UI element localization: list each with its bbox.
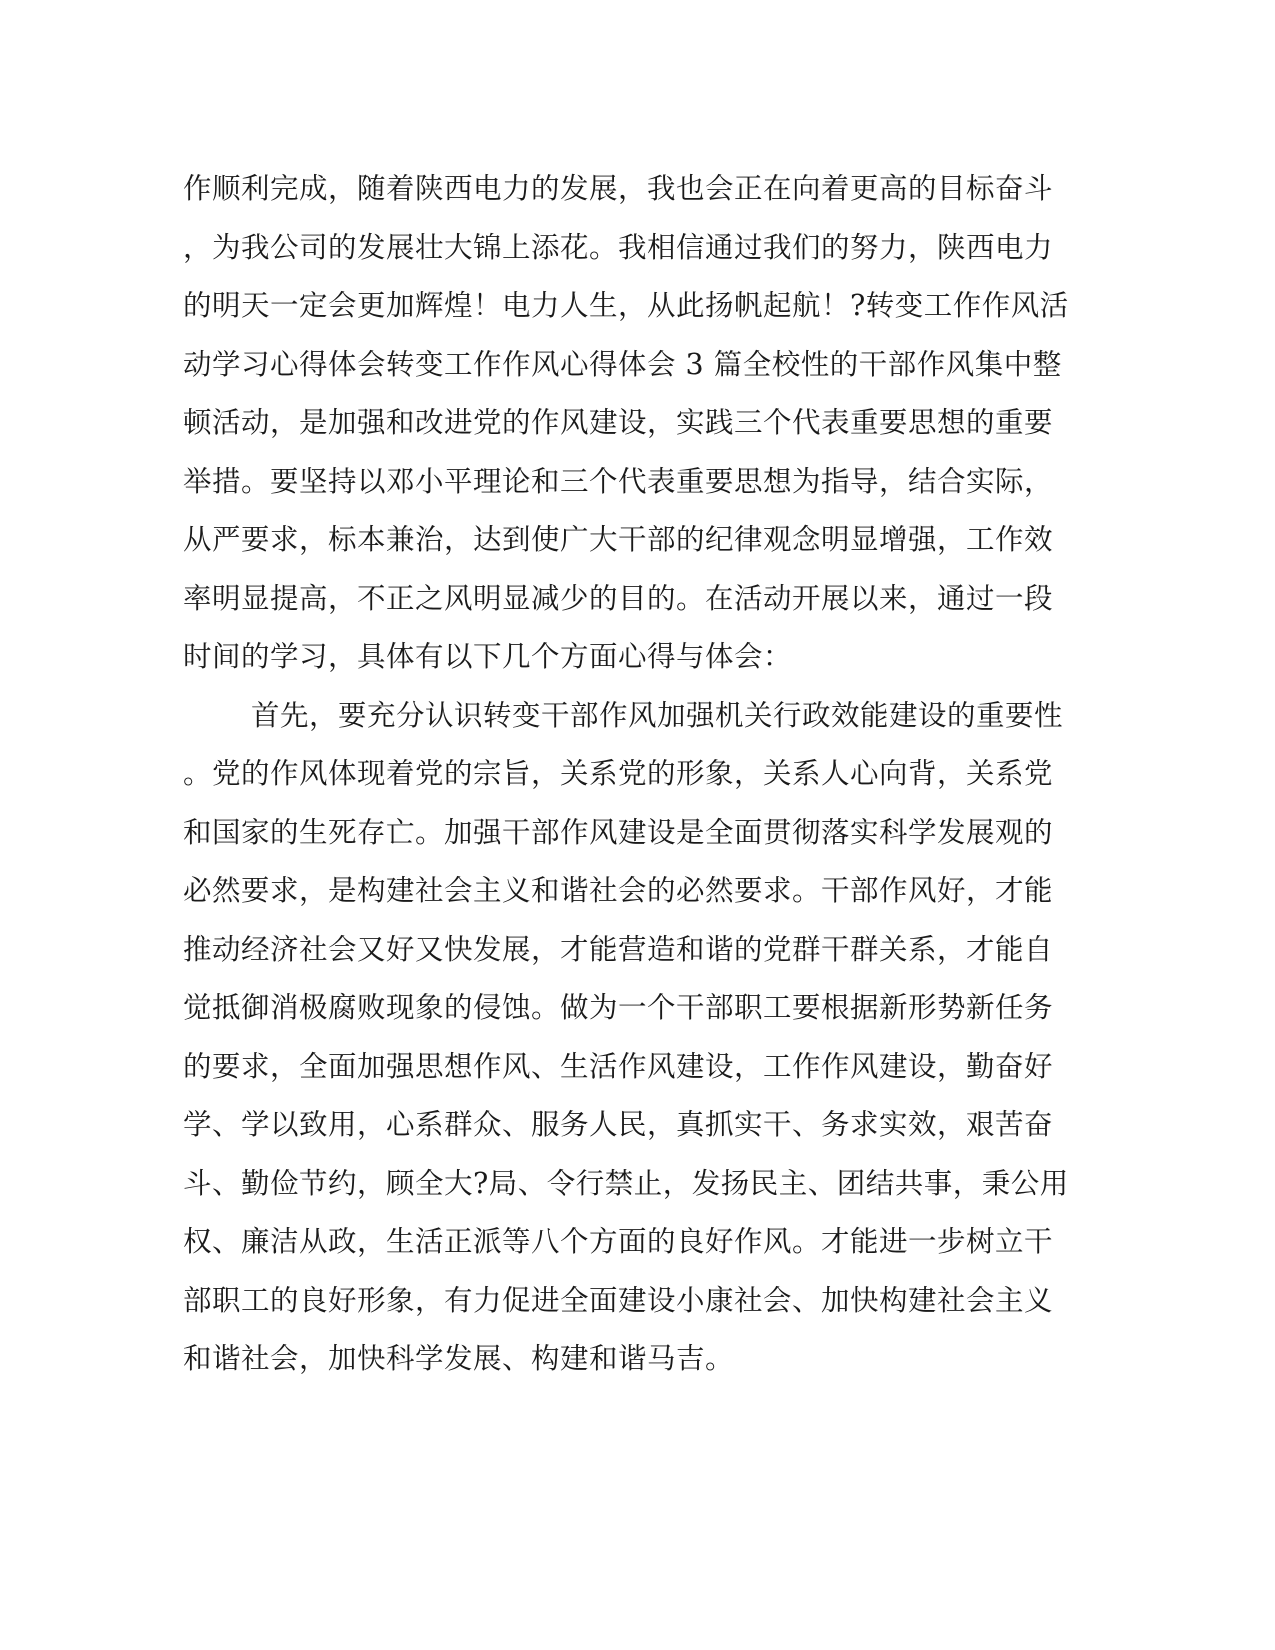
text-line: 权、廉洁从政，生活正派等八个方面的良好作风。才能进一步树立干 [183, 1225, 1054, 1258]
text-line: 推动经济社会又好又快发展，才能营造和谐的党群干群关系，才能自 [183, 932, 1054, 966]
text-line: 觉抵御消极腐败现象的侵蚀。做为一个干部职工要根据新形势新任务 [183, 991, 1054, 1024]
text-line: 必然要求，是构建社会主义和谐社会的必然要求。干部作风好，才能 [183, 874, 1054, 907]
text-line: 和国家的生死存亡。加强干部作风建设是全面贯彻落实科学发展观的 [183, 815, 1054, 849]
text-line: 斗、勤俭节约，顾全大?局、令行禁止，发扬民主、团结共事，秉公用 [183, 1166, 1069, 1200]
text-line: 和谐社会，加快科学发展、构建和谐马吉。 [183, 1342, 735, 1375]
text-line: 动学习心得体会转变工作作风心得体会 3 篇全校性的干部作风集中整 [183, 347, 1062, 381]
text-line: 部职工的良好形象，有力促进全面建设小康社会、加快构建社会主义 [183, 1283, 1054, 1317]
text-line: ，为我公司的发展壮大锦上添花。我相信通过我们的努力，陕西电力 [183, 230, 1054, 264]
paragraph-start-line: 首先，要充分认识转变干部作风加强机关行政效能建设的重要性 [251, 698, 1064, 732]
text-line: 学、学以致用，心系群众、服务人民，真抓实干、务求实效，艰苦奋 [183, 1108, 1054, 1141]
text-line: 从严要求，标本兼治，达到使广大干部的纪律观念明显增强，工作效 [183, 523, 1054, 556]
text-line: 率明显提高，不正之风明显减少的目的。在活动开展以来，通过一段 [183, 581, 1054, 615]
text-line: 举措。要坚持以邓小平理论和三个代表重要思想为指导，结合实际， [183, 464, 1054, 498]
text-line: 的明天一定会更加辉煌！电力人生，从此扬帆起航！?转变工作作风活 [183, 289, 1069, 322]
body-text [183, 160, 1069, 1389]
text-line: 顿活动，是加强和改进党的作风建设，实践三个代表重要思想的重要 [183, 406, 1054, 439]
text-line: 作顺利完成，随着陕西电力的发展，我也会正在向着更高的目标奋斗 [183, 172, 1054, 205]
text-line: 的要求，全面加强思想作风、生活作风建设，工作作风建设，勤奋好 [183, 1049, 1054, 1083]
text-line: 时间的学习，具体有以下几个方面心得与体会： [183, 640, 793, 673]
text-line: 。党的作风体现着党的宗旨，关系党的形象，关系人心向背，关系党 [183, 757, 1054, 790]
